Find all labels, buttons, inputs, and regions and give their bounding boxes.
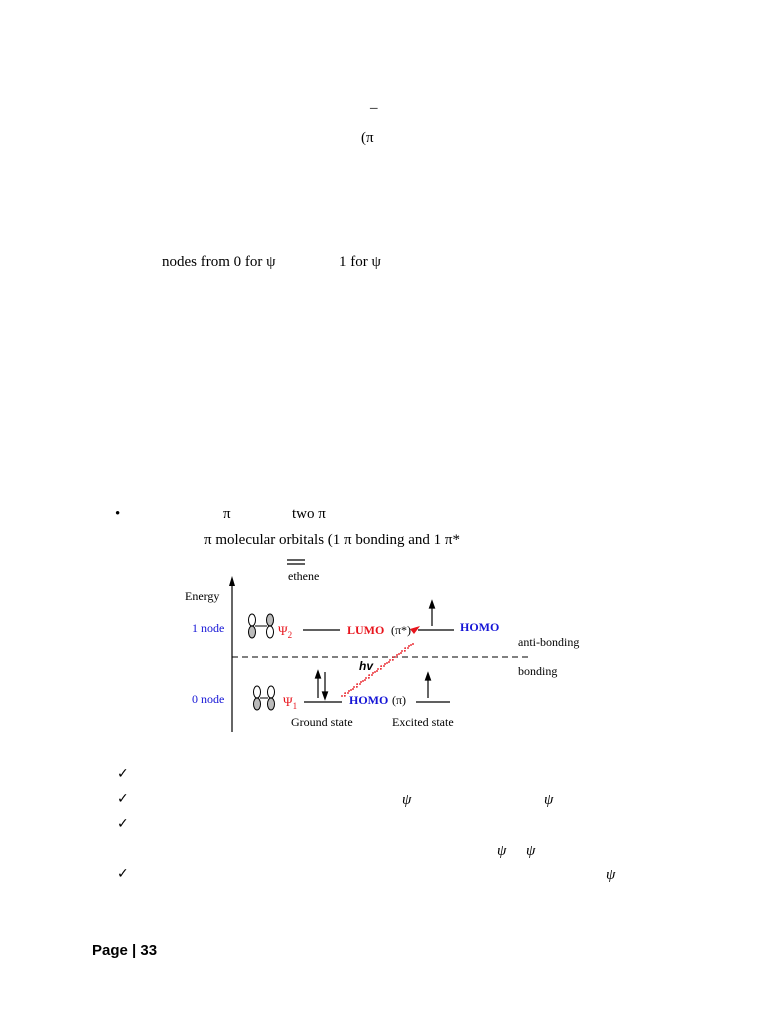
psi2-label: $\Psi_2$ <box>278 623 293 640</box>
homo-bottom-paren-label: (π) <box>392 693 407 707</box>
ground-state-label: Ground state <box>291 715 353 729</box>
bullet-symbol: • <box>115 506 121 522</box>
psi2-orbital-icon <box>249 614 274 638</box>
page-number: Page | 33 <box>92 942 158 959</box>
psi-fragment-2a: ψ <box>402 792 412 808</box>
excited-state-label: Excited state <box>392 715 454 729</box>
lumo-paren-label: (π*) <box>391 623 412 637</box>
psi1-orbital-icon <box>254 686 275 710</box>
check-mark-2: ✓ <box>117 791 129 807</box>
psi1-label: $\Psi_1$ <box>283 694 298 711</box>
dash-fragment: – <box>370 100 378 116</box>
check-mark-1: ✓ <box>117 766 129 782</box>
homo-bottom-label: HOMO <box>349 693 389 707</box>
one-node-label: 1 node <box>192 621 225 635</box>
two-pi-fragment: two π <box>292 506 326 522</box>
homo-top-label: HOMO <box>460 620 500 634</box>
antibonding-label: anti-bonding <box>518 635 580 649</box>
pi-paren-fragment: (π <box>361 130 374 146</box>
electron-pair-arrows <box>316 671 328 699</box>
energy-label: Energy <box>185 589 220 603</box>
psi-fragment-2b: ψ <box>544 792 554 808</box>
lumo-label: LUMO <box>347 623 385 637</box>
nodes-text-2: 1 for ψ <box>339 254 381 270</box>
check-mark-4: ✓ <box>117 866 129 882</box>
ethene-label: ethene <box>288 569 320 583</box>
excited-electron-arrows <box>426 601 435 698</box>
molecular-orbitals-line: π molecular orbitals (1 π bonding and 1 π* <box>204 532 461 548</box>
check-mark-3: ✓ <box>117 816 129 832</box>
psi-fragment-4a: ψ <box>606 867 616 883</box>
hv-label: hv <box>359 659 374 673</box>
pi-fragment: π <box>223 506 231 522</box>
nodes-text-1: nodes from 0 for ψ <box>162 254 276 270</box>
psi-fragment-3b: ψ <box>526 843 536 859</box>
zero-node-label: 0 node <box>192 692 225 706</box>
psi-fragment-3a: ψ <box>497 843 507 859</box>
bonding-label: bonding <box>518 664 558 678</box>
energy-axis-arrowhead <box>229 576 235 586</box>
